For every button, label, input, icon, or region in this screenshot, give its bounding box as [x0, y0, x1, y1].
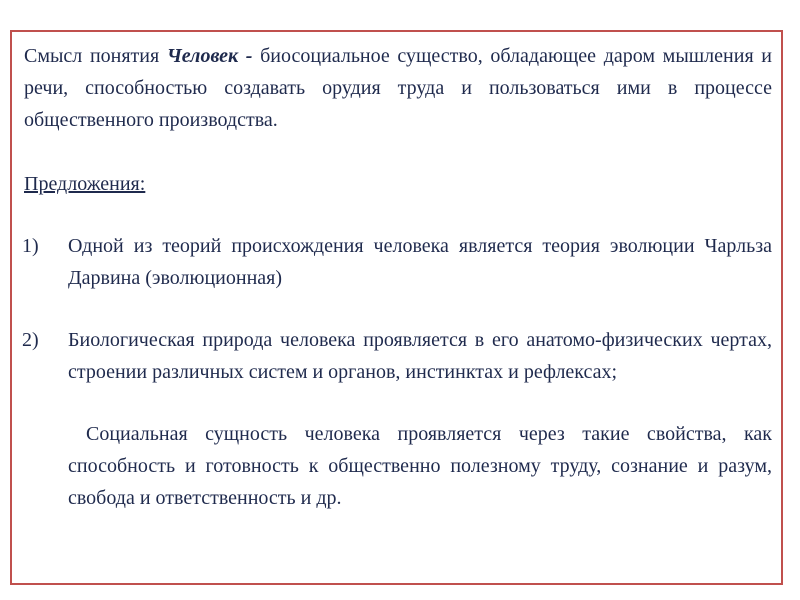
social-essence-text: Социальная сущность человека проявляется через такие свойства, как способность и готовность к общественно полезному труду, сознание и разум, свобода и ответственность и др.: [68, 423, 772, 509]
list-item-text: Биологическая природа человека проявляется в его анатомо-физических чертах, строении различных систем и органов, инстинктах и рефлексах;: [68, 329, 772, 383]
social-essence-paragraph: [24, 418, 772, 514]
list-item-text: Одной из теорий происхождения человека является теория эволюции Чарльза Дарвина (эволюционная): [68, 235, 772, 289]
definition-paragraph: [24, 40, 772, 136]
definition-lead: Смысл понятия: [24, 45, 167, 67]
proposals-heading: Предложения:: [24, 173, 146, 195]
list-item-number: 2): [22, 329, 39, 351]
list-item: [24, 230, 772, 294]
definition-term: Человек -: [166, 45, 253, 67]
list-item-number: 1): [22, 235, 39, 257]
list-item: [24, 324, 772, 388]
slide-content: [24, 40, 772, 514]
proposals-list: [24, 230, 772, 388]
definition-text: биосоциальное существо, обладающее даром мышления и речи, способностью создавать орудия труда и пользоваться ими в процессе общественного производства.: [24, 45, 772, 131]
